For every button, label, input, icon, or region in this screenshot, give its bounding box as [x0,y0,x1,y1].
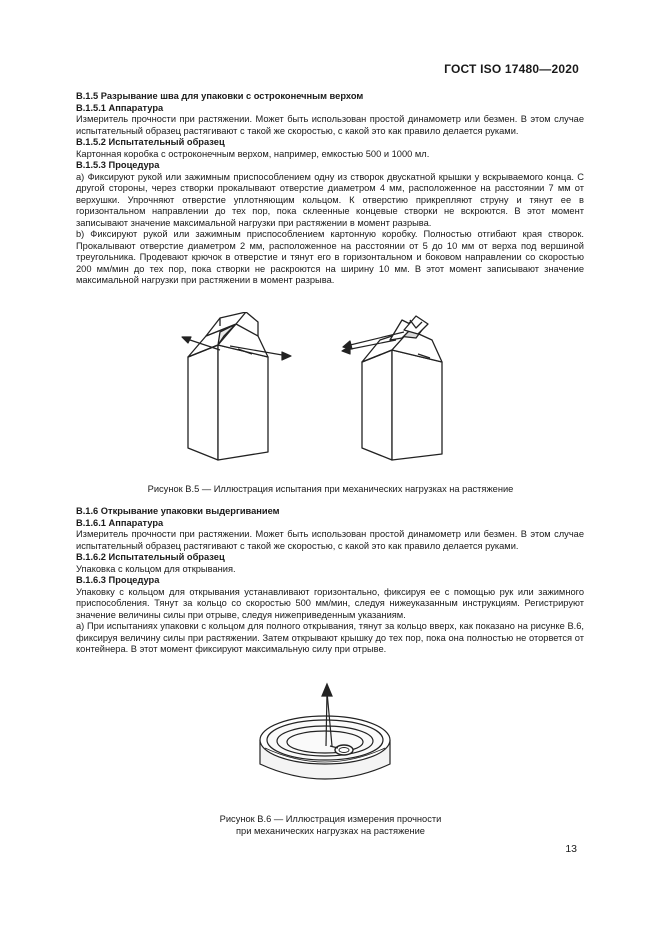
paragraph-b162: Упаковка с кольцом для открывания. [76,563,236,574]
left-carton-graphic [188,312,268,460]
figure-b6-caption-line2: при механических нагрузках на растяжение [236,826,425,836]
figure-b6-caption [0,813,661,837]
document-header-code: ГОСТ ISO 17480—2020 [444,62,579,76]
paragraph-b163-a: а) При испытаниях упаковки с кольцом для полного открывания, тянут за кольцо вверх, как показано на рисунке В.6, фиксируя величину силы при растяжении. Затем открывают крышку до тех пор, пока она полностью не оторвется от контейнера. В этот момент фиксируют максимальную силу при отрыве. [76,621,584,654]
page-number: 13 [565,843,577,855]
right-carton-graphic [362,316,442,460]
figure-b5-caption: Рисунок В.5 — Иллюстрация испытания при механических нагрузках на растяжение [147,484,514,494]
subsection-title-b162: В.1.6.2 Испытательный образец [76,552,225,562]
figure-b6-caption-line1: Рисунок В.6 — Иллюстрация измерения прочности [219,814,442,824]
section-title-b16: В.1.6 Открывание упаковки выдергиванием [76,506,280,516]
figure-b6-can-illustration [250,682,400,798]
paragraph-b153-b: b) Фиксируют рукой или зажимным приспособлением картонную коробку. Полностью отгибают края створок. Прокалывают отверстие диаметром 2 мм, расположенное на расстоянии от 5 до 10 мм от верха под вершиной треугольника. Продевают крючок в отверстие и тянут его в горизонтальном и боковом направлении со скоростью 200 мм/мин до тех пор, пока створки не раскроются на ширину 10 мм. В этот момент записывают значение максимальной нагрузки при растяжении в момент разрыва. [76,229,584,285]
paragraph-b152: Картонная коробка с остроконечным верхом, например, емкостью 500 и 1000 мл. [76,148,430,159]
section-title-b15: В.1.5 Разрывание шва для упаковки с остроконечным верхом [76,91,364,101]
paragraph-b153-a: а) Фиксируют рукой или зажимным приспособлением одну из створок двускатной крышки у вскрываемого конца. С другой стороны, через створки прокалывают отверстие диаметром 4 мм, расположенное на расстоянии 7 мм от верхушки. Упрочняют отверстие уплотняющим кольцом. К отверстию прикрепляют струну и тянут ее в горизонтальном направлении до тех пор, пока склеенные концевые створки не вскроются. В этот момент записывают значение максимальной нагрузки при растяжении в момент разрыва. [76,171,584,228]
subsection-title-b152: В.1.5.2 Испытательный образец [76,137,225,147]
can-body-graphic [260,716,390,779]
subsection-title-b153: В.1.5.3 Процедура [76,160,160,170]
subsection-title-b161: В.1.6.1 Аппаратура [76,517,164,528]
paragraph-b161: Измеритель прочности при растяжении. Может быть использован простой динамометр или безмен. В этом случае испытательный образец растягивают с такой же скоростью, с какой это как правило делается руками. [76,529,584,551]
section-b15 [76,91,584,287]
section-b16 [76,506,584,656]
paragraph-b163-intro: Упаковку с кольцом для открывания устанавливают горизонтально, фиксируя ее с помощью рук или зажимного приспособления. Тянут за кольцо со скоростью 500 мм/мин, следуя нижеуказанным инструкциям. Регистрируют значение величины силы при отрыве, следуя нижеприведенным указаниям. [76,586,584,620]
figure-b5-carton-illustration [160,312,500,472]
subsection-title-b163: В.1.6.3 Процедура [76,575,160,585]
subsection-title-b151: В.1.5.1 Аппаратура [76,102,164,113]
paragraph-b151: Измеритель прочности при растяжении. Может быть использован простой динамометр или безмен. В этом случае испытательный образец растягивают с такой же скоростью, с какой это как правило делается руками. [76,114,584,136]
